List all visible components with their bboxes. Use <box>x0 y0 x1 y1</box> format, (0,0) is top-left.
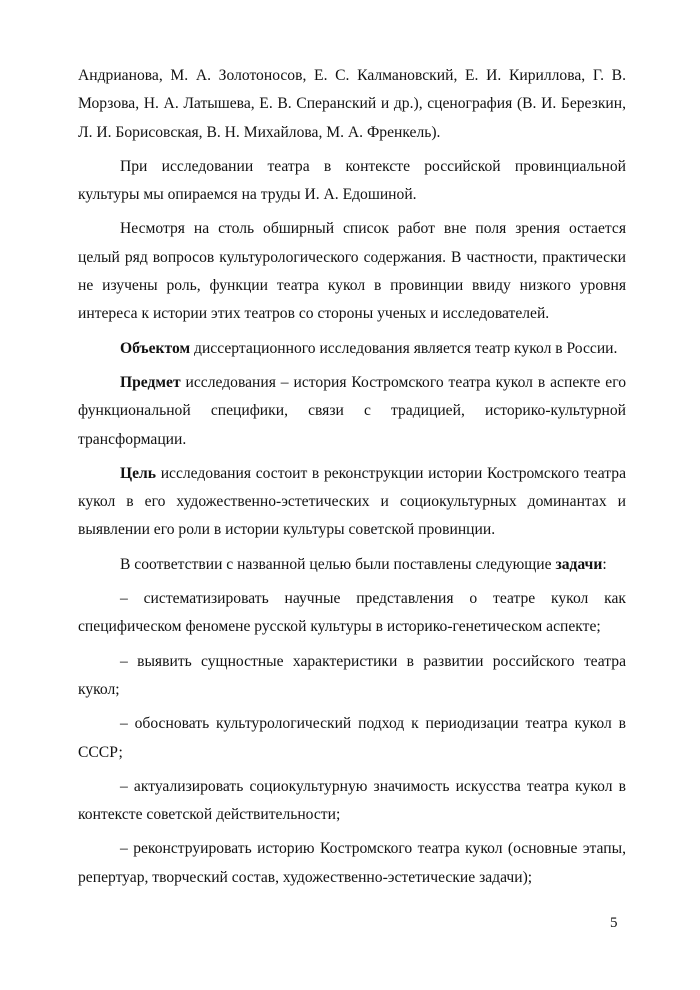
paragraph-text: Несмотря на столь обширный список работ вне поля зрения остается целый ряд вопросов культурологического содержания. В частности, практически не изучены роль, функции театра кукол в провинции ввиду низкого уровня интереса к истории этих театров со стороны ученых и исследователей. <box>78 220 626 323</box>
paragraph-text: исследования состоит в реконструкции истории Костромского театра кукол в его художественно-эстетических и социокультурных доминантах и выявлении его роли в истории культуры советской провинции. <box>78 464 626 539</box>
paragraph-object <box>78 335 626 363</box>
task-text: – реконструировать историю Костромского театра кукол (основные этапы, репертуар, творческий состав, художественно-эстетические задачи); <box>78 840 626 886</box>
paragraph-subject <box>78 369 626 454</box>
paragraph-punctuation: : <box>602 555 607 573</box>
task-list-item <box>78 773 626 830</box>
task-text: – актуализировать социокультурную значимость искусства театра кукол в контексте советской действительности; <box>78 777 626 824</box>
goal-heading: Цель <box>120 464 157 482</box>
paragraph-text: В соответствии с названной целью были поставлены следующие <box>120 555 556 573</box>
paragraph-text: диссертационного исследования является театр кукол в России. <box>190 339 618 357</box>
paragraph-text: При исследовании театра в контексте российской провинциальной культуры мы опираемся на труды И. А. Едошиной. <box>78 157 626 204</box>
task-list-item <box>78 710 626 767</box>
paragraph-text: исследования – история Костромского театра кукол в аспекте его функциональной специфики, связи с традицией, историко-культурной трансформации. <box>78 373 626 448</box>
task-text: – выявить сущностные характеристики в развитии российского театра кукол; <box>78 652 626 698</box>
paragraph-tasks-intro <box>78 551 626 579</box>
paragraph-references <box>78 62 626 147</box>
tasks-heading: задачи <box>555 555 603 573</box>
paragraph-provincial-culture <box>78 153 626 210</box>
subject-heading: Предмет <box>120 373 181 391</box>
task-text: – систематизировать научные представления о театре кукол как специфическом феномене русской культуры в историко-генетическом аспекте; <box>78 590 626 636</box>
paragraph-goal <box>78 460 626 545</box>
page-number: 5 <box>610 915 618 931</box>
task-list-item <box>78 648 626 705</box>
paragraph-research-gap <box>78 215 626 328</box>
object-heading: Объектом <box>120 339 191 357</box>
paragraph-text: Андрианова, М. А. Золотоносов, Е. С. Калмановский, Е. И. Кириллова, Г. В. Морзова, Н. А. Латышева, Е. В. Сперанский и др.), сценография (В. И. Березкин, Л. И. Борисовская, В. Н. Михайлова, М. А. Френкель). <box>78 67 626 141</box>
task-list-item <box>78 835 626 892</box>
body-text <box>78 62 626 892</box>
task-list-item <box>78 585 626 642</box>
task-text: – обосновать культурологический подход к периодизации театра кукол в СССР; <box>78 715 626 761</box>
